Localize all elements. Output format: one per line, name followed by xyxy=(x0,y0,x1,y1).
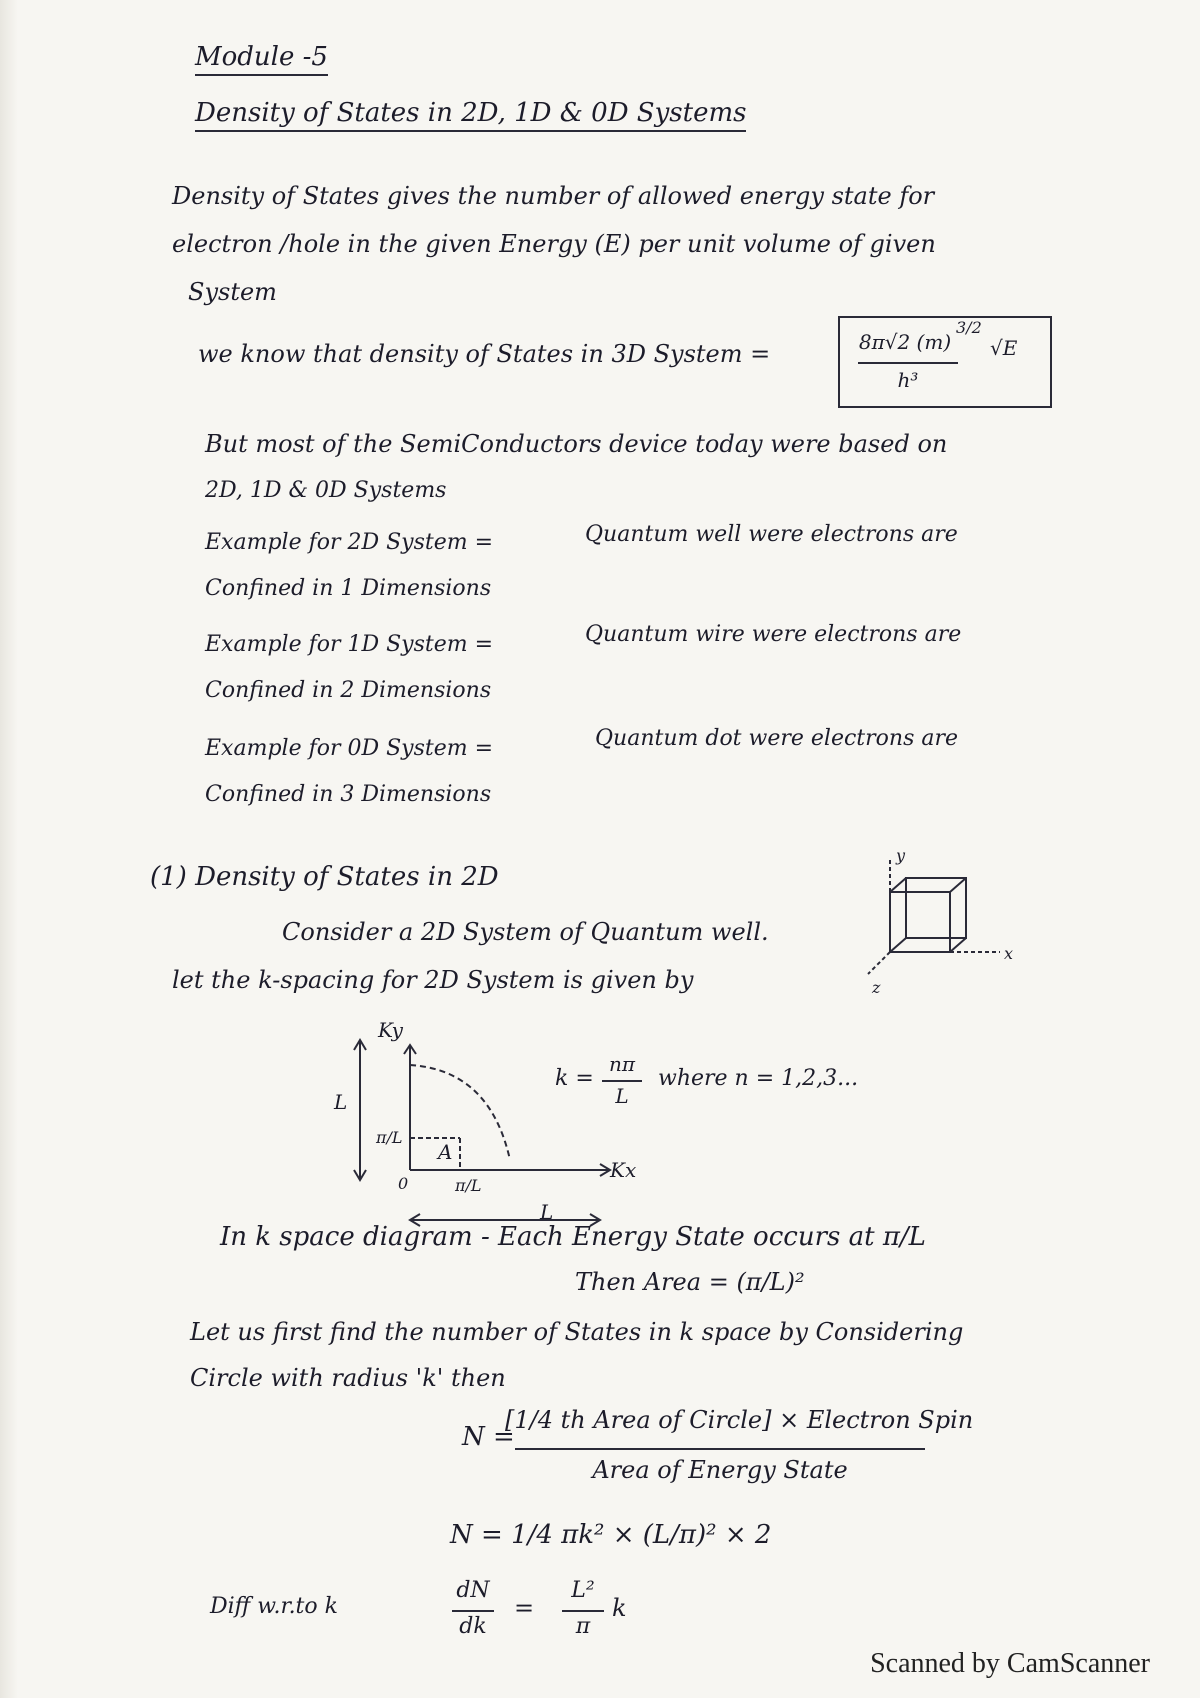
diff-rhs-numerator: L² xyxy=(571,1578,595,1603)
diagram-ky-label: Ky xyxy=(378,1018,403,1042)
formula-3d-numerator: 8π√2 (m) xyxy=(858,330,952,354)
example-2d-cont: Confined in 1 Dimensions xyxy=(205,576,492,601)
k-equation-line xyxy=(602,1080,642,1082)
k-equation-lhs: k = xyxy=(555,1066,594,1091)
diff-rhs-denominator: π xyxy=(575,1614,591,1639)
formula-3d-prefix: we know that density of States in 3D System = xyxy=(198,340,771,368)
n-equation-label: N = xyxy=(462,1422,515,1452)
example-1d-lhs: Example for 1D System = xyxy=(205,632,494,657)
diff-dn: dN xyxy=(456,1578,490,1603)
camscanner-watermark: Scanned by CamScanner xyxy=(870,1648,1150,1679)
page-title: Density of States in 2D, 1D & 0D Systems xyxy=(195,98,746,132)
diagram-l-bottom: L xyxy=(540,1200,554,1224)
cube-axis-x: x xyxy=(1004,944,1014,963)
semi-line-1: But most of the SemiConductors device today were based on xyxy=(205,430,948,458)
example-2d-rhs: Quantum well were electrons are xyxy=(585,522,958,547)
diagram-l-left: L xyxy=(334,1090,348,1114)
section-1-line-1: Consider a 2D System of Quantum well. xyxy=(282,918,769,946)
example-0d-cont: Confined in 3 Dimensions xyxy=(205,782,492,807)
diff-label: Diff w.r.to k xyxy=(210,1594,338,1619)
binding-edge xyxy=(0,0,18,1698)
intro-line-3: System xyxy=(188,278,277,306)
k-space-diagram xyxy=(300,1020,630,1240)
intro-line-1: Density of States gives the number of allowed energy state for xyxy=(172,182,935,210)
module-label: Module -5 xyxy=(195,42,328,76)
n-equation-denominator: Area of Energy State xyxy=(592,1456,848,1484)
n-equation-numerator: [1/4 th Area of Circle] × Electron Spin xyxy=(505,1406,974,1434)
diagram-area-a: A xyxy=(438,1140,453,1164)
section-1-heading: (1) Density of States in 2D xyxy=(150,862,499,892)
diff-dk: dk xyxy=(459,1614,487,1639)
diagram-pi-over-l-y: π/L xyxy=(376,1128,403,1147)
letus-line-2: Circle with radius 'k' then xyxy=(190,1364,506,1392)
formula-3d-line xyxy=(858,362,958,364)
example-1d-rhs: Quantum wire were electrons are xyxy=(585,622,962,647)
semi-line-2: 2D, 1D & 0D Systems xyxy=(205,478,447,503)
example-0d-rhs: Quantum dot were electrons are xyxy=(595,726,958,751)
example-0d-lhs: Example for 0D System = xyxy=(205,736,494,761)
diff-k: k xyxy=(612,1594,627,1622)
k-equation-denominator: L xyxy=(615,1084,629,1108)
intro-line-2: electron /hole in the given Energy (E) per unit volume of given xyxy=(172,230,936,258)
formula-3d-root: √E xyxy=(990,336,1018,360)
diff-lhs-line xyxy=(452,1610,494,1612)
kspace-line-1: In k space diagram - Each Energy State occurs at π/L xyxy=(220,1222,926,1252)
diagram-kx-label: Kx xyxy=(610,1158,637,1182)
example-1d-cont: Confined in 2 Dimensions xyxy=(205,678,492,703)
cube-axis-z: z xyxy=(872,978,881,997)
letus-line-1: Let us first find the number of States in k space by Considering xyxy=(190,1318,964,1346)
formula-3d-denominator: h³ xyxy=(897,368,919,392)
diff-rhs-line xyxy=(562,1610,604,1612)
kspace-line-2: Then Area = (π/L)² xyxy=(575,1268,805,1296)
coordinate-cube-sketch xyxy=(850,846,1030,1046)
n-equation-2: N = 1/4 πk² × (L/π)² × 2 xyxy=(450,1520,772,1550)
diff-equals: = xyxy=(514,1594,535,1622)
diagram-pi-over-l-x: π/L xyxy=(455,1176,482,1195)
formula-3d-exponent: 3/2 xyxy=(956,318,982,337)
diagram-origin: 0 xyxy=(398,1174,409,1193)
k-equation-where: where n = 1,2,3... xyxy=(658,1066,859,1091)
cube-axis-y: y xyxy=(896,846,906,865)
section-1-line-2: let the k-spacing for 2D System is given by xyxy=(172,966,694,994)
example-2d-lhs: Example for 2D System = xyxy=(205,530,494,555)
k-equation-numerator: nπ xyxy=(608,1052,636,1076)
n-equation-line xyxy=(515,1448,925,1450)
